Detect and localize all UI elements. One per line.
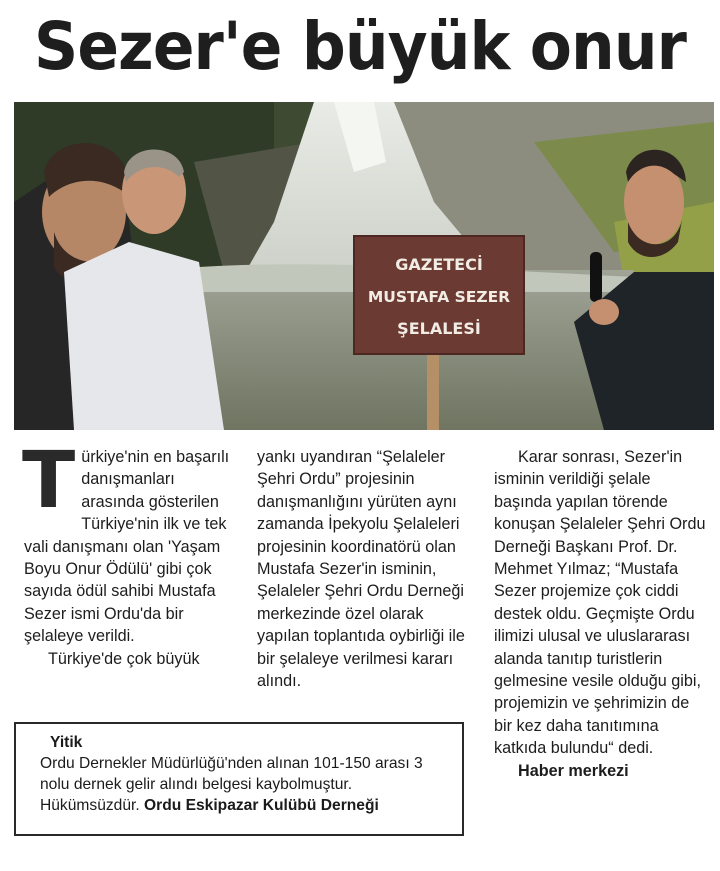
article-paragraph: Türkiye'de çok büyük xyxy=(48,649,200,668)
waterfall-photo xyxy=(14,102,714,430)
headline: Sezer'e büyük onur xyxy=(34,8,686,85)
article-paragraph: yankı uyandıran “Şelaleler Şehri Ordu” projesinin danışmanlığını yürüten aynı zamanda İpekyolu Şelaleleri projesinin koordinatörü olan Mustafa Sezer'in isminin, Şelaleler Şehri Ordu Derneği merkezinde özel olarak yapılan toplantıda oybirliği ile bir şelaleye verilmesi kararı alındı. xyxy=(257,448,465,691)
sign-line-3: ŞELALESİ xyxy=(397,319,481,338)
sign-line-1: GAZETECİ xyxy=(395,255,483,274)
byline: Haber merkezi xyxy=(518,761,629,780)
sign-line-2: MUSTAFA SEZER xyxy=(367,288,511,306)
notice-signature: Ordu Eskipazar Kulübü Derneği xyxy=(144,797,379,814)
article-paragraph: ürkiye'nin en başarılı danışmanları arasında gösterilen Türkiye'nin ilk ve tek vali danışmanı olan 'Yaşam Boyu Onur Ödülü' gibi çok sayıda ödül sahibi Mustafa Sezer ismi Ordu'da bir şelaleye verildi. xyxy=(24,448,230,646)
lost-notice-box xyxy=(14,722,464,836)
waterfall-sign xyxy=(354,236,524,354)
dropcap: T xyxy=(22,436,76,526)
article-paragraph: Karar sonrası, Sezer'in isminin verildiği şelale başında yapılan törende konuşan Şelaleler Şehri Ordu Derneği Başkanı Prof. Dr. Mehmet Yılmaz; “Mustafa Sezer projemize çok ciddi destek oldu. Geçmişte Ordu ilimizi ulusal ve uluslararası alanda tanıtıp turistlerin gelmesine vesile olduğu gibi, projemizin ve şehrimizin de bir kez daha tanıtımına katkıda bulundu“ dedi. xyxy=(494,448,706,758)
article-column-1 xyxy=(22,436,239,670)
notice-body: Ordu Dernekler Müdürlüğü'nden alınan 101-150 arası 3 nolu dernek gelir alındı belgesi kaybolmuştur. Hükümsüzdür. xyxy=(40,755,423,814)
notice-title: Yitik xyxy=(50,734,83,751)
article-column-3 xyxy=(494,446,709,782)
article-column-2 xyxy=(257,446,477,692)
